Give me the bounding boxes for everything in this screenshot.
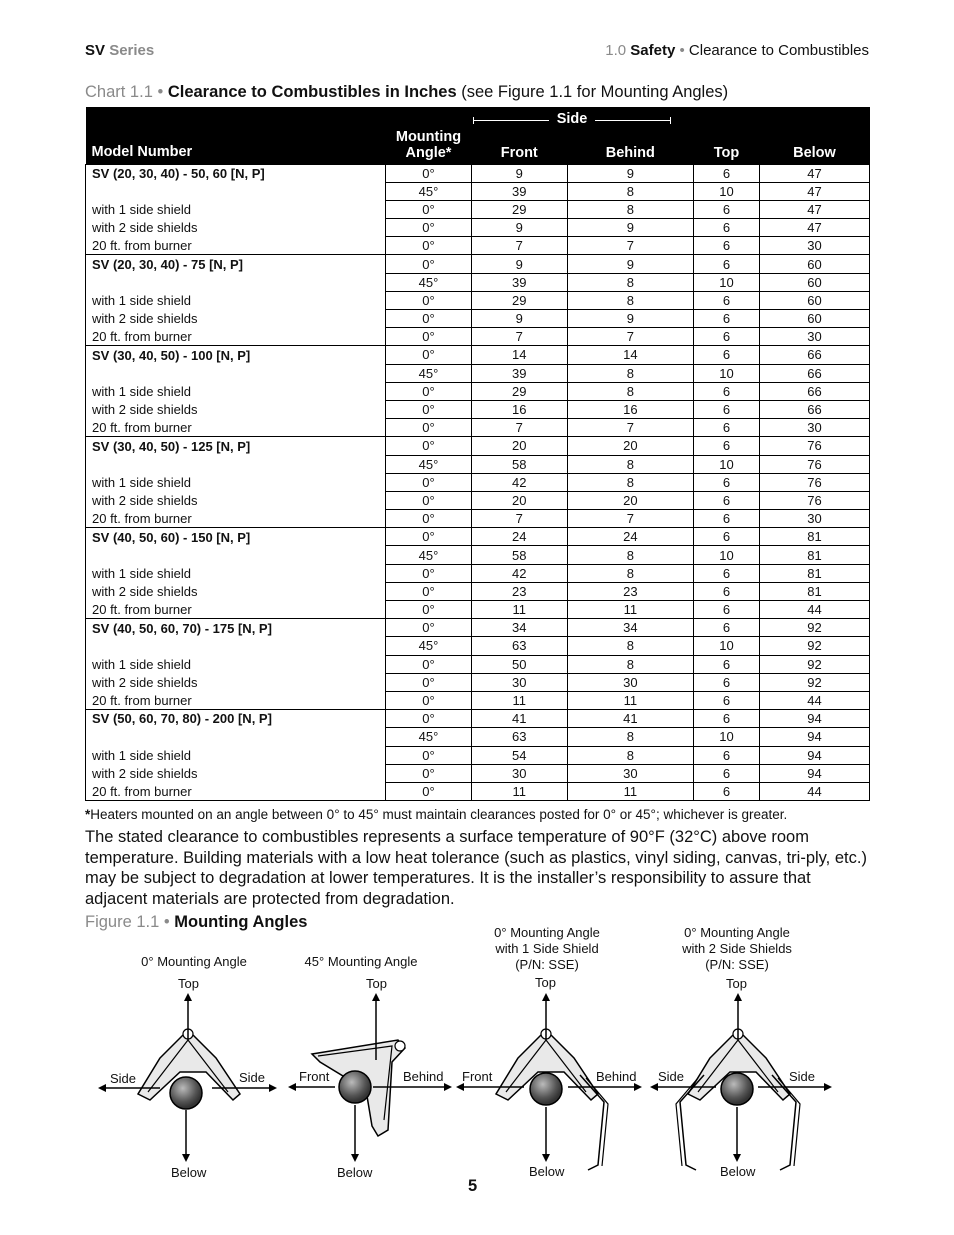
behind-cell: 9 <box>567 219 694 237</box>
angle-cell: 0° <box>386 200 472 218</box>
below-cell: 60 <box>759 310 869 328</box>
below-cell: 30 <box>759 419 869 437</box>
behind-cell: 7 <box>567 419 694 437</box>
below-cell: 94 <box>759 728 869 746</box>
front-cell: 9 <box>472 219 568 237</box>
section-subtitle: Clearance to Combustibles <box>688 42 869 59</box>
series-label: Series <box>109 42 155 59</box>
below-cell: 94 <box>759 746 869 764</box>
behind-cell: 20 <box>567 437 694 455</box>
header-top: Top <box>694 107 760 165</box>
behind-cell: 7 <box>567 510 694 528</box>
behind-cell: 8 <box>567 746 694 764</box>
behind-cell: 14 <box>567 346 694 364</box>
front-cell: 11 <box>472 601 568 619</box>
behind-cell: 8 <box>567 182 694 200</box>
row-label-cell: with 1 side shield <box>86 473 386 491</box>
below-cell: 47 <box>759 219 869 237</box>
fig3-top-label: Top <box>535 975 556 990</box>
fig1-below-label: Below <box>171 1165 207 1180</box>
model-number-cell: SV (30, 40, 50) - 100 [N, P] <box>86 346 386 364</box>
header-mounting-line2: Angle* <box>405 144 452 161</box>
angle-cell: 45° <box>386 182 472 200</box>
row-label-cell: with 1 side shield <box>86 564 386 582</box>
below-cell: 47 <box>759 182 869 200</box>
top-cell: 6 <box>694 473 760 491</box>
behind-cell: 9 <box>567 310 694 328</box>
behind-cell: 11 <box>567 782 694 800</box>
below-cell: 76 <box>759 473 869 491</box>
row-label-cell: with 1 side shield <box>86 291 386 309</box>
front-cell: 9 <box>472 255 568 273</box>
angle-cell: 0° <box>386 619 472 637</box>
behind-cell: 7 <box>567 328 694 346</box>
top-cell: 6 <box>694 219 760 237</box>
angle-cell: 0° <box>386 691 472 709</box>
behind-cell: 16 <box>567 400 694 418</box>
angle-cell: 0° <box>386 310 472 328</box>
top-cell: 6 <box>694 782 760 800</box>
behind-cell: 23 <box>567 582 694 600</box>
below-cell: 30 <box>759 328 869 346</box>
caption-2-shield-line1: 0° Mounting Angle <box>684 925 790 940</box>
header-front: Front <box>472 107 568 165</box>
model-number-cell: SV (20, 30, 40) - 75 [N, P] <box>86 255 386 273</box>
figure-title-prefix: Figure 1.1 • <box>85 913 170 931</box>
header-model-number: Model Number <box>86 107 386 165</box>
top-cell: 6 <box>694 710 760 728</box>
top-cell: 6 <box>694 619 760 637</box>
angle-cell: 0° <box>386 564 472 582</box>
front-cell: 30 <box>472 764 568 782</box>
behind-cell: 8 <box>567 473 694 491</box>
figure-title-main: Mounting Angles <box>174 913 308 931</box>
header-side: Side <box>556 111 588 127</box>
row-label-cell: with 2 side shields <box>86 400 386 418</box>
angle-cell: 0° <box>386 528 472 546</box>
below-cell: 81 <box>759 546 869 564</box>
below-cell: 94 <box>759 710 869 728</box>
behind-cell: 8 <box>567 564 694 582</box>
brand-name: SV <box>85 42 106 59</box>
row-label-cell: with 2 side shields <box>86 219 386 237</box>
front-cell: 29 <box>472 382 568 400</box>
below-cell: 92 <box>759 637 869 655</box>
behind-cell: 11 <box>567 601 694 619</box>
header-behind: Behind <box>567 107 694 165</box>
top-cell: 10 <box>694 273 760 291</box>
fig3-behind-label: Behind <box>596 1069 637 1084</box>
angle-cell: 45° <box>386 273 472 291</box>
below-cell: 81 <box>759 528 869 546</box>
angle-cell: 0° <box>386 601 472 619</box>
top-cell: 6 <box>694 764 760 782</box>
behind-cell: 8 <box>567 655 694 673</box>
heater-1-side-shield-diagram <box>458 995 640 1170</box>
front-cell: 14 <box>472 346 568 364</box>
top-cell: 10 <box>694 637 760 655</box>
top-cell: 6 <box>694 237 760 255</box>
angle-cell: 0° <box>386 710 472 728</box>
front-cell: 63 <box>472 728 568 746</box>
top-cell: 10 <box>694 364 760 382</box>
caption-45-angle: 45° Mounting Angle <box>304 954 418 969</box>
below-cell: 60 <box>759 291 869 309</box>
below-cell: 47 <box>759 165 869 183</box>
model-number-cell: SV (40, 50, 60, 70) - 175 [N, P] <box>86 619 386 637</box>
behind-cell: 8 <box>567 382 694 400</box>
front-cell: 24 <box>472 528 568 546</box>
top-cell: 6 <box>694 255 760 273</box>
front-cell: 11 <box>472 782 568 800</box>
top-cell: 6 <box>694 437 760 455</box>
angle-cell: 0° <box>386 219 472 237</box>
fig2-top-label: Top <box>366 976 387 991</box>
caption-0-angle: 0° Mounting Angle <box>141 954 247 969</box>
front-cell: 63 <box>472 637 568 655</box>
front-cell: 54 <box>472 746 568 764</box>
behind-cell: 8 <box>567 291 694 309</box>
heater-2-side-shields-diagram <box>652 995 830 1170</box>
top-cell: 6 <box>694 746 760 764</box>
behind-cell: 8 <box>567 200 694 218</box>
top-cell: 6 <box>694 165 760 183</box>
page-number: 5 <box>468 1177 478 1195</box>
below-cell: 66 <box>759 382 869 400</box>
fig4-side-left-label: Side <box>658 1069 685 1084</box>
fig3-below-label: Below <box>529 1164 565 1179</box>
heater-0-angle-diagram <box>100 995 275 1160</box>
caption-1-shield-line3: (P/N: SSE) <box>515 957 579 972</box>
row-label-cell: 20 ft. from burner <box>86 419 386 437</box>
front-cell: 23 <box>472 582 568 600</box>
front-cell: 34 <box>472 619 568 637</box>
row-label-cell: with 1 side shield <box>86 382 386 400</box>
row-label-cell: 20 ft. from burner <box>86 328 386 346</box>
top-cell: 10 <box>694 455 760 473</box>
angle-cell: 0° <box>386 382 472 400</box>
row-label-cell: 20 ft. from burner <box>86 782 386 800</box>
section-name: Safety <box>630 42 676 59</box>
front-cell: 42 <box>472 564 568 582</box>
caption-2-shield-line3: (P/N: SSE) <box>705 957 769 972</box>
top-cell: 6 <box>694 291 760 309</box>
front-cell: 7 <box>472 328 568 346</box>
behind-cell: 8 <box>567 455 694 473</box>
behind-cell: 8 <box>567 364 694 382</box>
below-cell: 81 <box>759 582 869 600</box>
front-cell: 16 <box>472 400 568 418</box>
chart-title-suffix: (see Figure 1.1 for Mounting Angles) <box>461 83 729 101</box>
front-cell: 30 <box>472 673 568 691</box>
front-cell: 41 <box>472 710 568 728</box>
front-cell: 42 <box>472 473 568 491</box>
below-cell: 66 <box>759 346 869 364</box>
angle-cell: 0° <box>386 419 472 437</box>
angle-cell: 45° <box>386 364 472 382</box>
front-cell: 9 <box>472 165 568 183</box>
front-cell: 58 <box>472 455 568 473</box>
below-cell: 60 <box>759 273 869 291</box>
angle-cell: 0° <box>386 165 472 183</box>
top-cell: 6 <box>694 528 760 546</box>
top-cell: 6 <box>694 582 760 600</box>
front-cell: 39 <box>472 364 568 382</box>
behind-cell: 8 <box>567 273 694 291</box>
row-label-cell: with 1 side shield <box>86 200 386 218</box>
front-cell: 50 <box>472 655 568 673</box>
below-cell: 92 <box>759 655 869 673</box>
top-cell: 6 <box>694 601 760 619</box>
angle-cell: 0° <box>386 473 472 491</box>
angle-cell: 45° <box>386 728 472 746</box>
front-cell: 20 <box>472 437 568 455</box>
fig1-side-right-label: Side <box>239 1070 266 1085</box>
angle-cell: 45° <box>386 637 472 655</box>
model-number-cell: SV (40, 50, 60) - 150 [N, P] <box>86 528 386 546</box>
angle-cell: 0° <box>386 328 472 346</box>
below-cell: 30 <box>759 510 869 528</box>
front-cell: 7 <box>472 510 568 528</box>
row-label-cell: with 2 side shields <box>86 310 386 328</box>
behind-cell: 9 <box>567 165 694 183</box>
top-cell: 10 <box>694 546 760 564</box>
row-label-cell: with 2 side shields <box>86 673 386 691</box>
angle-cell: 0° <box>386 400 472 418</box>
top-cell: 10 <box>694 182 760 200</box>
below-cell: 44 <box>759 691 869 709</box>
front-cell: 29 <box>472 200 568 218</box>
row-label-cell: 20 ft. from burner <box>86 691 386 709</box>
angle-cell: 0° <box>386 346 472 364</box>
chart-title-prefix: Chart 1.1 • <box>85 83 164 101</box>
top-cell: 6 <box>694 655 760 673</box>
below-cell: 47 <box>759 200 869 218</box>
below-cell: 66 <box>759 364 869 382</box>
front-cell: 20 <box>472 491 568 509</box>
behind-cell: 9 <box>567 255 694 273</box>
angle-cell: 0° <box>386 582 472 600</box>
behind-cell: 30 <box>567 673 694 691</box>
caption-1-shield-line2: with 1 Side Shield <box>495 941 599 956</box>
angle-cell: 0° <box>386 491 472 509</box>
caption-2-shield-line2: with 2 Side Shields <box>682 941 792 956</box>
angle-cell: 0° <box>386 673 472 691</box>
below-cell: 44 <box>759 782 869 800</box>
behind-cell: 8 <box>567 637 694 655</box>
fig2-below-label: Below <box>337 1165 373 1180</box>
angle-cell: 0° <box>386 782 472 800</box>
behind-cell: 20 <box>567 491 694 509</box>
below-cell: 66 <box>759 400 869 418</box>
row-label-cell: with 2 side shields <box>86 764 386 782</box>
section-separator: • <box>679 42 685 59</box>
below-cell: 76 <box>759 455 869 473</box>
fig2-behind-label: Behind <box>403 1069 444 1084</box>
below-cell: 60 <box>759 255 869 273</box>
model-number-cell: SV (20, 30, 40) - 50, 60 [N, P] <box>86 165 386 183</box>
fig4-below-label: Below <box>720 1164 756 1179</box>
angle-cell: 45° <box>386 455 472 473</box>
top-cell: 6 <box>694 419 760 437</box>
heater-45-angle-diagram <box>290 995 450 1160</box>
angle-cell: 0° <box>386 764 472 782</box>
behind-cell: 11 <box>567 691 694 709</box>
fig1-side-left-label: Side <box>110 1071 137 1086</box>
top-cell: 6 <box>694 346 760 364</box>
row-label-cell: with 2 side shields <box>86 582 386 600</box>
section-number: 1.0 <box>605 42 627 59</box>
behind-cell: 34 <box>567 619 694 637</box>
front-cell: 7 <box>472 237 568 255</box>
clearance-paragraph: The stated clearance to combustibles represents a surface temperature of 90°F (32°C) above room temperature. Building materials with a low heat tolerance (such as plastics, vinyl siding, canvas, tri-ply, etc.) may be subject to degradation at lower temperatures. It is the installer’s responsibility to assure that adjacent materials are protected from degradation. <box>85 828 867 908</box>
model-number-cell: SV (30, 40, 50) - 125 [N, P] <box>86 437 386 455</box>
below-cell: 76 <box>759 491 869 509</box>
angle-cell: 0° <box>386 437 472 455</box>
row-label-cell: with 1 side shield <box>86 746 386 764</box>
fig2-front-label: Front <box>299 1069 330 1084</box>
behind-cell: 8 <box>567 546 694 564</box>
top-cell: 6 <box>694 328 760 346</box>
top-cell: 6 <box>694 382 760 400</box>
behind-cell: 30 <box>567 764 694 782</box>
fig3-front-label: Front <box>462 1069 493 1084</box>
below-cell: 76 <box>759 437 869 455</box>
row-label-cell: with 2 side shields <box>86 491 386 509</box>
behind-cell: 7 <box>567 237 694 255</box>
angle-cell: 0° <box>386 291 472 309</box>
header-mounting-line1: Mounting <box>395 128 462 145</box>
below-cell: 81 <box>759 564 869 582</box>
footnote-star: * <box>85 807 91 822</box>
row-label-cell: with 1 side shield <box>86 655 386 673</box>
below-cell: 30 <box>759 237 869 255</box>
front-cell: 7 <box>472 419 568 437</box>
front-cell: 11 <box>472 691 568 709</box>
angle-cell: 45° <box>386 546 472 564</box>
front-cell: 58 <box>472 546 568 564</box>
behind-cell: 8 <box>567 728 694 746</box>
front-cell: 9 <box>472 310 568 328</box>
below-cell: 92 <box>759 673 869 691</box>
row-label-cell: 20 ft. from burner <box>86 237 386 255</box>
top-cell: 6 <box>694 510 760 528</box>
angle-cell: 0° <box>386 237 472 255</box>
angle-cell: 0° <box>386 510 472 528</box>
below-cell: 44 <box>759 601 869 619</box>
top-cell: 6 <box>694 491 760 509</box>
front-cell: 29 <box>472 291 568 309</box>
below-cell: 92 <box>759 619 869 637</box>
footnote-text: Heaters mounted on an angle between 0° to 45° must maintain clearances posted for 0° or 45°; whichever is greater. <box>90 807 788 822</box>
top-cell: 6 <box>694 673 760 691</box>
top-cell: 10 <box>694 728 760 746</box>
row-label-cell: 20 ft. from burner <box>86 601 386 619</box>
below-cell: 94 <box>759 764 869 782</box>
fig4-top-label: Top <box>726 976 747 991</box>
top-cell: 6 <box>694 400 760 418</box>
front-cell: 39 <box>472 273 568 291</box>
row-label-cell: 20 ft. from burner <box>86 510 386 528</box>
angle-cell: 0° <box>386 655 472 673</box>
front-cell: 39 <box>472 182 568 200</box>
top-cell: 6 <box>694 564 760 582</box>
caption-1-shield-line1: 0° Mounting Angle <box>494 925 600 940</box>
fig1-top-label: Top <box>178 976 199 991</box>
angle-cell: 0° <box>386 255 472 273</box>
top-cell: 6 <box>694 200 760 218</box>
model-number-cell: SV (50, 60, 70, 80) - 200 [N, P] <box>86 710 386 728</box>
behind-cell: 41 <box>567 710 694 728</box>
top-cell: 6 <box>694 691 760 709</box>
fig4-side-right-label: Side <box>789 1069 816 1084</box>
angle-cell: 0° <box>386 746 472 764</box>
chart-title-main: Clearance to Combustibles in Inches <box>167 83 457 101</box>
header-below: Below <box>759 107 869 165</box>
top-cell: 6 <box>694 310 760 328</box>
behind-cell: 24 <box>567 528 694 546</box>
